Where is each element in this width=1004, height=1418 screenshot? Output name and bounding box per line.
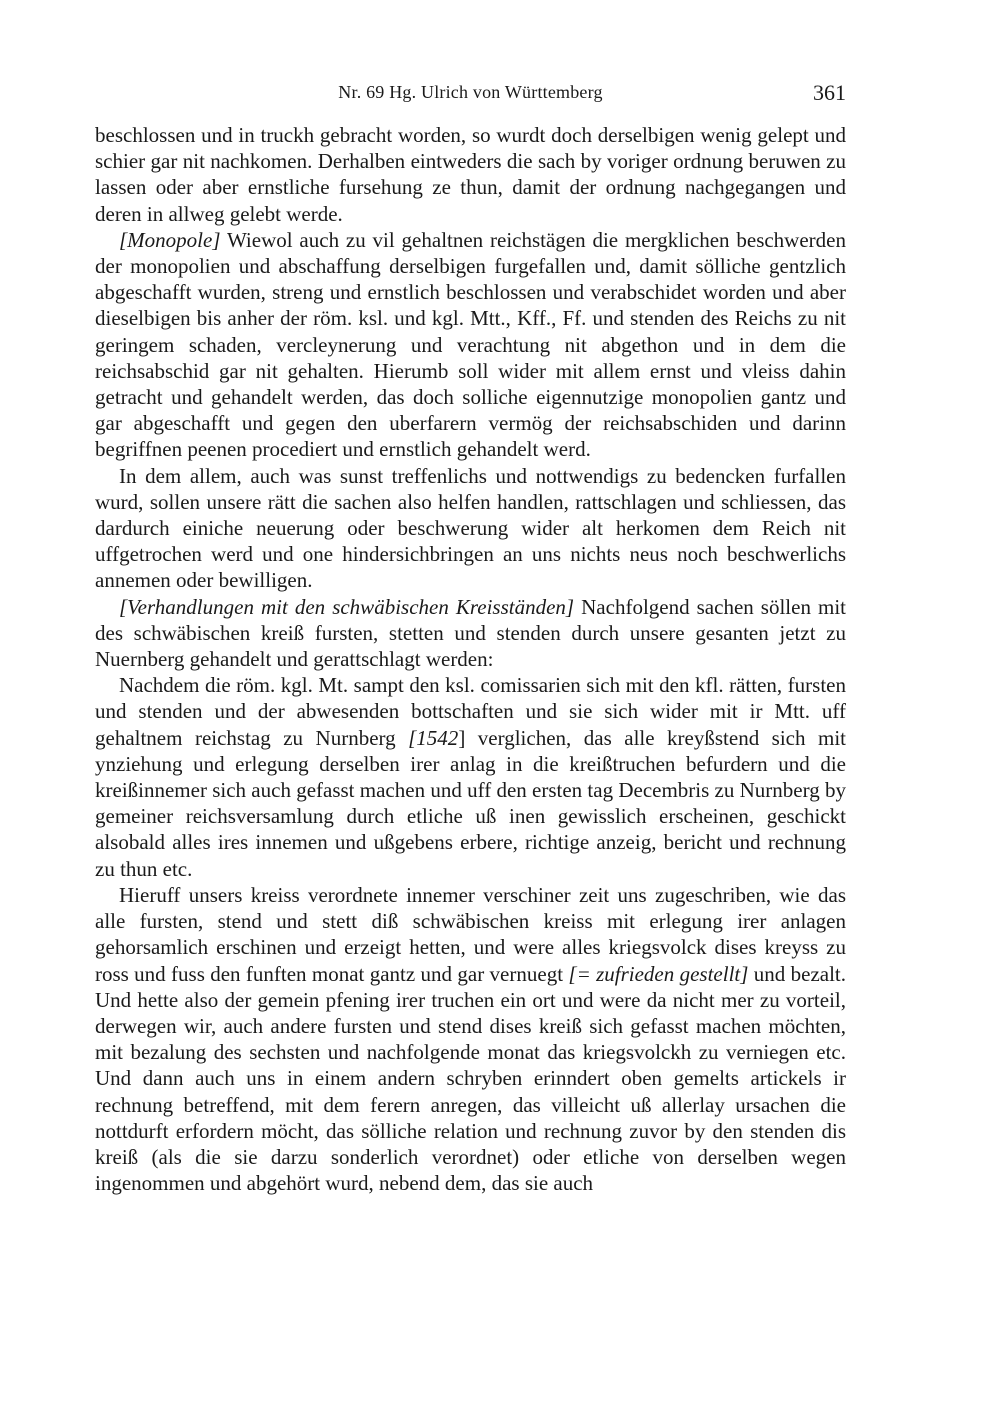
paragraph-text: beschlossen und in truckh gebracht worden, so wurdt doch derselbigen wenig gelept und schier gar nit nachkomen. Derhalben eintweders die sach by voriger ordnung beruwen zu lassen oder aber ernstliche fursehung ze thun, damit der ordnung nachgegangen und deren in allweg gelebt werde.	[95, 123, 846, 226]
paragraph-3	[95, 463, 846, 594]
editorial-gloss-marker: [= zufrieden gestellt]	[568, 961, 749, 986]
paragraph-text: ] verglichen, das alle kreyßstend sich mit ynziehung und erlegung derselben irer anlag in die kreißtruchen befurdern und die kreißinnemer sich auch gefasst machen und uff den ersten tag Decembris zu Nurnberg by gemeiner reichsversamlung durch etliche uß inen gewisslich erscheinen, geschickt alsobald alles ires innemen und ußgebens erbere, richtige anzeig, bericht und rechnung zu thun etc.	[95, 725, 846, 881]
paragraph-1	[95, 122, 846, 227]
section-marker: [Verhandlungen mit den schwäbischen Kreisständen]	[119, 594, 575, 619]
running-head	[95, 80, 846, 108]
paragraph-text: Nachfolgend sachen söllen mit des schwäbischen kreiß fursten, stetten und stenden durch unsere gesanten jetzt zu Nuernberg gehandelt und gerattschlagt werden:	[95, 594, 846, 672]
paragraph-kreisstaende	[95, 594, 846, 673]
paragraph-text: und bezalt. Und hette also der gemein pfening irer truchen ein ort und were da nicht mer zu vorteil, derwegen wir, auch andere fursten und stend dises kreiß sich gefasst machen möchten, mit bezalung des sechsten und nachfolgende monat das kriegsvolckh zu verniegen etc. Und dann auch uns in einem andern schryben erinndert oben gemelts artickels ir rechnung betreffend, mit dem ferern anregen, das villeicht uß allerlay ursachen die nottdurft erfordern möcht, das sölliche relation und rechnung zuvor by den stenden dis kreiß (als die sie darzu sonderlich verordnet) oder etliche von derselben wegen ingenommen und abgehört wurd, nebend dem, das sie auch	[95, 961, 847, 1196]
paragraph-text: Hieruff unsers kreiss verordnete innemer verschiner zeit uns zugeschriben, wie das alle fursten, stend und stett diß schwäbischen kreiss mit erlegung irer anlagen gehorsamlich erschinen und erzeigt hetten, und were alles kriegsvolck dises kreyss zu ross und fuss den funften monat gantz und gar vernuegt	[95, 882, 846, 986]
running-title: Nr. 69 Hg. Ulrich von Württemberg	[338, 82, 603, 102]
paragraph-text: Nachdem die röm. kgl. Mt. sampt den ksl. comissarien sich mit den kfl. rätten, fursten und stenden und der abwesenden bottschaften und sie sich wider mit ir Mtt. uff gehaltnem reichstag zu Nurnberg	[95, 673, 846, 750]
paragraph-6	[95, 882, 846, 1196]
editorial-date-marker: [1542	[408, 725, 459, 750]
paragraph-monopole	[95, 227, 846, 463]
paragraph-text: In dem allem, auch was sunst treffenlichs und nottwendigs zu bedencken furfallen wurd, sollen unsere rätt die sachen also helfen handlen, rattschlagen und schliessen, das dardurch einiche neuerung oder beschwerung wider alt herkomen dem Reich nit uffgetrochen werd und one hindersichbringen an uns nichts neus noch beschwerlichs annemen oder bewilligen.	[95, 463, 846, 593]
page-number: 361	[813, 80, 846, 105]
paragraph-5	[95, 672, 846, 882]
paragraph-text: Wiewol auch zu vil gehaltnen reichstägen die mergklichen beschwerden der monopolien und abschaffung derselbigen furgefallen und, damit sölliche gentzlich abgeschafft wurden, streng und ernstlich beschlossen und verabschidet worden und aber dieselbigen bis anher der röm. ksl. und kgl. Mtt., Kff., Ff. und stenden des Reichs zu nit geringem schaden, vercleynerung und verachtung nit abgethon und in dem die reichsabschid gar nit gehalten. Hierumb soll wider mit allem ernst und vleiss dahin getracht und gehandelt werden, das doch solliche eigennutzige monopolien gantz und gar abgeschafft und gegen den uberfarern vermög der reichsabschiden und darinn begriffnen peenen procediert und ernstlich gehandelt werd.	[95, 227, 846, 462]
section-marker: [Monopole]	[119, 227, 221, 252]
body-text	[95, 122, 846, 1196]
